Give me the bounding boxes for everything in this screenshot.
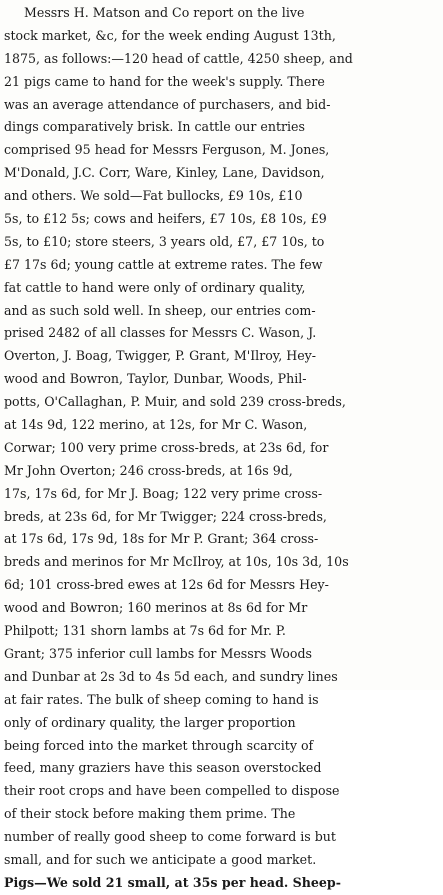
article-line: dings comparatively brisk. In cattle our entries	[4, 119, 305, 135]
article-line: Overton, J. Boag, Twigger, P. Grant, M'Ilroy, Hey-	[4, 348, 317, 364]
article-line: 17s, 17s 6d, for Mr J. Boag; 122 very prime cross-	[4, 485, 323, 501]
article-line: fat cattle to hand were only of ordinary quality,	[4, 279, 306, 295]
article-line: at 17s 6d, 17s 9d, 18s for Mr P. Grant; 364 cross-	[4, 531, 319, 547]
article-line: Corwar; 100 very prime cross-breds, at 23s 6d, for	[4, 439, 329, 455]
article-line: and others. We sold—Fat bullocks, £9 10s, £10	[4, 188, 303, 204]
article-line: potts, O'Callaghan, P. Muir, and sold 239 cross-breds,	[4, 394, 346, 410]
article-line: Grant; 375 inferior cull lambs for Messrs Woods	[4, 645, 312, 661]
article-line: Messrs H. Matson and Co report on the live	[24, 5, 305, 20]
article-line: only of ordinary quality, the larger proportion	[4, 714, 296, 730]
article-line: at 14s 9d, 122 merino, at 12s, for Mr C. Wason,	[4, 417, 308, 433]
article-line: Philpott; 131 shorn lambs at 7s 6d for Mr. P.	[4, 623, 286, 639]
article-line: of their stock before making them prime. The	[4, 806, 296, 822]
article-line: M'Donald, J.C. Corr, Ware, Kinley, Lane, Davidson,	[4, 165, 325, 181]
article-line: wood and Bowron, Taylor, Dunbar, Woods, Phil-	[4, 371, 307, 387]
article-line: and Dunbar at 2s 3d to 4s 5d each, and sundry lines	[4, 668, 338, 684]
article-line: and as such sold well. In sheep, our entries com-	[4, 302, 316, 318]
article-line: stock market, &c, for the week ending August 13th,	[4, 27, 336, 43]
article-line: wood and Bowron; 160 merinos at 8s 6d for Mr	[4, 600, 308, 616]
article-column	[4, 2, 438, 895]
article-line: feed, many graziers have this season overstocked	[4, 760, 322, 776]
article-line: being forced into the market through scarcity of	[4, 737, 314, 753]
article-line: number of really good sheep to come forward is but	[4, 829, 336, 845]
article-line: 5s, to £10; store steers, 3 years old, £7, £7 10s, to	[4, 233, 325, 249]
article-line: 5s, to £12 5s; cows and heifers, £7 10s, £8 10s, £9	[4, 211, 327, 227]
article-line: 21 pigs came to hand for the week's supply. There	[4, 73, 325, 89]
article-line: Pigs—We sold 21 small, at 35s per head. Sheep-	[4, 874, 341, 890]
article-line: Mr John Overton; 246 cross-breds, at 16s 9d,	[4, 462, 293, 478]
article-line: breds and merinos for Mr McIlroy, at 10s, 10s 3d, 10s	[4, 554, 349, 570]
article-line: at fair rates. The bulk of sheep coming to hand is	[4, 691, 319, 707]
article-line: small, and for such we anticipate a good market.	[4, 851, 317, 867]
article-line: breds, at 23s 6d, for Mr Twigger; 224 cross-breds,	[4, 508, 327, 524]
article-line: was an average attendance of purchasers, and bid-	[4, 96, 331, 112]
article-line: 6d; 101 cross-bred ewes at 12s 6d for Messrs Hey-	[4, 577, 329, 593]
article-line: comprised 95 head for Messrs Ferguson, M. Jones,	[4, 142, 330, 158]
article-line: prised 2482 of all classes for Messrs C. Wason, J.	[4, 325, 317, 341]
article-line: their root crops and have been compelled to dispose	[4, 783, 340, 799]
article-line: £7 17s 6d; young cattle at extreme rates. The few	[4, 256, 323, 272]
article-line: 1875, as follows:—120 head of cattle, 4250 sheep, and	[4, 50, 353, 66]
